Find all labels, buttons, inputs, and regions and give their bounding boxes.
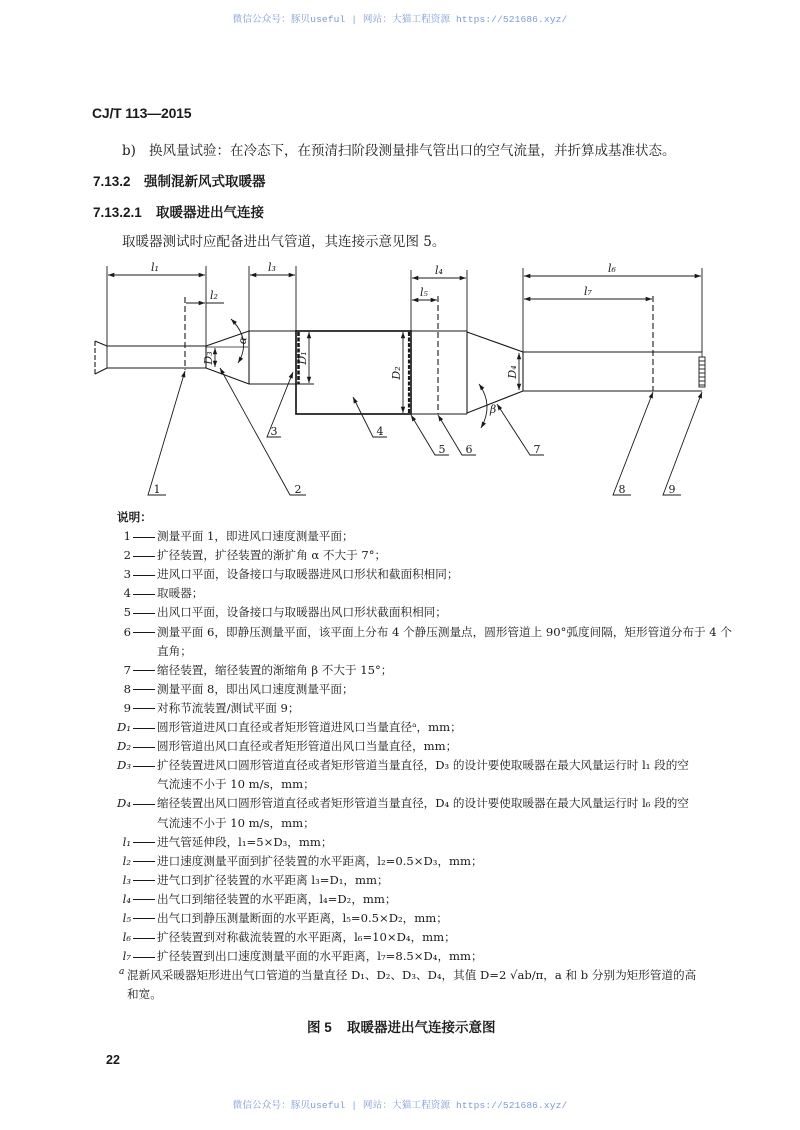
legend-key: 5	[123, 605, 131, 620]
extension-lines	[107, 266, 702, 368]
legend-dash	[133, 747, 155, 748]
throttling-device-9	[699, 357, 705, 387]
legend-key: 7	[123, 662, 131, 677]
legend-item	[0, 718, 800, 737]
legend-dash	[133, 918, 155, 919]
legend-text: 测量平面 1，即进风口速度测量平面；	[157, 529, 354, 544]
legend-text: 扩径装置进风口圆形管道直径或者矩形管道当量直径，D₃ 的设计要使取暖器在最大风量运行时 l₁ 段的空	[157, 758, 689, 773]
label-D4: D₄	[506, 365, 519, 379]
legend-dash	[133, 899, 155, 900]
section-title-7-13-2-1: 取暖器进出气连接	[156, 205, 264, 220]
callout-7: 7	[533, 443, 541, 456]
legend-key: D₄	[117, 796, 131, 811]
label-D1: D₁	[296, 351, 309, 365]
legend-title: 说明：	[117, 510, 152, 524]
legend-text: 进口速度测量平面到扩径装置的水平距离，l₂=0.5×D₃，mm；	[157, 853, 483, 868]
dimension-lines	[108, 275, 701, 413]
legend-dash	[133, 880, 155, 881]
label-D3: D₃	[202, 351, 215, 365]
legend-key: 4	[123, 586, 131, 601]
callout-2: 2	[294, 483, 302, 496]
leader-8	[613, 392, 653, 495]
legend-key: D₁	[117, 720, 131, 735]
legend-item	[0, 756, 800, 775]
figure-number: 图 5	[307, 1020, 332, 1035]
leader-1	[148, 371, 185, 495]
legend-dash	[133, 670, 155, 671]
legend-text: 圆形管道进风口直径或者矩形管道进风口当量直径ᵃ，mm；	[157, 720, 462, 735]
legend-key: l₃	[122, 872, 131, 887]
legend-key: l₄	[122, 891, 131, 906]
label-l6: l₆	[608, 262, 616, 275]
footnote-text-continuation: 和宽。	[127, 987, 162, 1002]
legend-text: 缩径装置出风口圆形管道直径或者矩形管道当量直径，D₄ 的设计要使取暖器在最大风量运行时 l₆ 段的空	[157, 796, 689, 811]
inlet-funnel	[95, 341, 107, 374]
callout-6: 6	[465, 443, 473, 456]
legend-key: D₃	[117, 758, 131, 773]
footnote-continuation	[0, 985, 800, 1004]
watermark-top: 微信公众号：豚贝useful | 网站：大猫工程资源 https://521686.xyz/	[232, 14, 568, 25]
callout-8: 8	[618, 483, 626, 496]
legend-item	[0, 794, 800, 813]
section-title-7-13-2: 强制混新风式取暖器	[144, 174, 266, 189]
legend-key: 1	[123, 529, 131, 544]
legend-text: 测量平面 8，即出风口速度测量平面；	[157, 681, 354, 696]
legend-dash	[133, 766, 155, 767]
legend-text: 圆形管道出风口直径或者矩形管道出风口当量直径，mm；	[157, 739, 458, 754]
legend-item	[0, 833, 800, 852]
footnote-text: 混新风采暖器矩形进出气口管道的当量直径 D₁、D₂、D₃、D₄，其值 D=2 √ab/π，a 和 b 分别为矩形管道的高	[127, 968, 697, 983]
legend-key: 9	[123, 700, 131, 715]
legend-key: 3	[123, 567, 131, 582]
legend-item	[0, 661, 800, 680]
legend-dash	[133, 689, 155, 690]
label-l4: l₄	[435, 264, 443, 277]
legend-text: 扩径装置，扩径装置的渐扩角 α 不大于 7°；	[157, 548, 387, 563]
legend-dash	[133, 804, 155, 805]
leader-lines	[148, 368, 702, 495]
label-D2: D₂	[390, 366, 403, 380]
legend-text: 缩径装置，缩径装置的渐缩角 β 不大于 15°；	[157, 662, 393, 677]
legend-item	[0, 623, 800, 642]
legend-text: 出风口平面，设备接口与取暖器出风口形状截面积相同；	[157, 605, 447, 620]
legend-text: 对称节流装置/测试平面 9；	[157, 700, 300, 715]
legend-item	[0, 871, 800, 890]
legend-item	[0, 737, 800, 756]
list-item-b-text: 换风量试验：在冷态下，在预清扫阶段测量排气管出口的空气流量，并折算成基准状态。	[149, 143, 676, 159]
legend-text: 扩径装置到出口速度测量平面的水平距离，l₇=8.5×D₄，mm；	[157, 949, 483, 964]
callout-1: 1	[153, 483, 161, 496]
legend-key: 6	[123, 624, 131, 639]
legend-item	[0, 680, 800, 699]
legend-dash	[133, 708, 155, 709]
legend-dash	[133, 632, 155, 633]
legend-text-continuation: 气流速不小于 10 m/s，mm；	[157, 815, 315, 830]
legend-key: D₂	[117, 739, 131, 754]
legend-item	[0, 699, 800, 718]
intro-paragraph: 取暖器测试时应配备进出气管道，其连接示意见图 5。	[122, 234, 446, 250]
list-item-b-label: b)	[122, 143, 136, 159]
legend-item	[0, 527, 800, 546]
label-alpha: α	[235, 335, 250, 346]
legend-text-continuation: 直角；	[157, 643, 192, 658]
watermark-bottom: 微信公众号：豚贝useful | 网站：大猫工程资源 https://521686.xyz/	[232, 1100, 568, 1111]
label-beta: β	[489, 403, 497, 416]
legend-text: 出气口到缩径装置的水平距离，l₄=D₂，mm；	[157, 891, 397, 906]
legend-key: l₂	[122, 853, 131, 868]
label-l5: l₅	[420, 286, 428, 299]
legend-text: 扩径装置到对称截流装置的水平距离，l₆=10×D₄，mm；	[157, 930, 456, 945]
outlet-section	[411, 331, 467, 414]
inlet-section	[249, 331, 296, 384]
legend-text: 取暖器；	[157, 586, 204, 601]
legend-dash	[133, 613, 155, 614]
legend-dash	[133, 556, 155, 557]
legend-dash	[133, 728, 155, 729]
legend-text: 进风口平面，设备接口与取暖器进风口形状和截面积相同；	[157, 567, 459, 582]
label-l7: l₇	[584, 285, 592, 298]
legend	[0, 508, 800, 1004]
legend-key: l₅	[122, 910, 131, 925]
inlet-pipe	[107, 346, 206, 368]
legend-key: l₆	[122, 930, 131, 945]
label-l1: l₁	[151, 261, 159, 274]
legend-item	[0, 546, 800, 565]
label-l3: l₃	[268, 261, 276, 274]
leader-2	[220, 368, 306, 495]
legend-key: l₁	[122, 834, 131, 849]
legend-item	[0, 909, 800, 928]
legend-title-row	[0, 508, 800, 527]
legend-item	[0, 565, 800, 584]
legend-dash	[133, 957, 155, 958]
callout-9: 9	[668, 483, 676, 496]
legend-item-continuation	[0, 642, 800, 661]
footnote	[0, 966, 800, 985]
figure-title: 取暖器进出气连接示意图	[347, 1020, 496, 1035]
legend-dash	[133, 537, 155, 538]
section-number-7-13-2-1: 7.13.2.1	[93, 205, 142, 220]
leader-9	[663, 392, 702, 495]
legend-key: l₇	[122, 949, 131, 964]
outlet-pipe	[523, 352, 702, 391]
legend-item-continuation	[0, 814, 800, 833]
legend-text: 测量平面 6，即静压测量平面，该平面上分布 4 个静压测量点，圆形管道上 90°弧度间隔，矩形管道分布于 4 个	[157, 624, 732, 639]
standard-number: CJ/T 113—2015	[92, 105, 192, 121]
legend-text: 出气口到静压测量断面的水平距离，l₅=0.5×D₂，mm；	[157, 910, 448, 925]
callout-4: 4	[376, 425, 384, 438]
legend-text: 进气管延伸段，l₁=5×D₃，mm；	[157, 834, 333, 849]
legend-key: 8	[123, 681, 131, 696]
legend-item	[0, 584, 800, 603]
legend-key: 2	[123, 548, 131, 563]
connection-diagram	[0, 0, 800, 520]
legend-dash	[133, 842, 155, 843]
legend-dash	[133, 575, 155, 576]
label-l2: l₂	[210, 289, 218, 302]
footnote-mark: a	[119, 967, 125, 978]
section-number-7-13-2: 7.13.2	[93, 174, 131, 189]
legend-item	[0, 852, 800, 871]
callout-5: 5	[438, 443, 446, 456]
callout-3: 3	[270, 425, 278, 438]
legend-dash	[133, 861, 155, 862]
legend-dash	[133, 938, 155, 939]
legend-text-continuation: 气流速不小于 10 m/s，mm；	[157, 777, 315, 792]
page-number: 22	[106, 1053, 120, 1067]
legend-text: 进气口到扩径装置的水平距离 l₃=D₁，mm；	[157, 872, 389, 887]
legend-item-continuation	[0, 775, 800, 794]
legend-item	[0, 603, 800, 622]
legend-dash	[133, 594, 155, 595]
legend-item	[0, 890, 800, 909]
legend-item	[0, 928, 800, 947]
